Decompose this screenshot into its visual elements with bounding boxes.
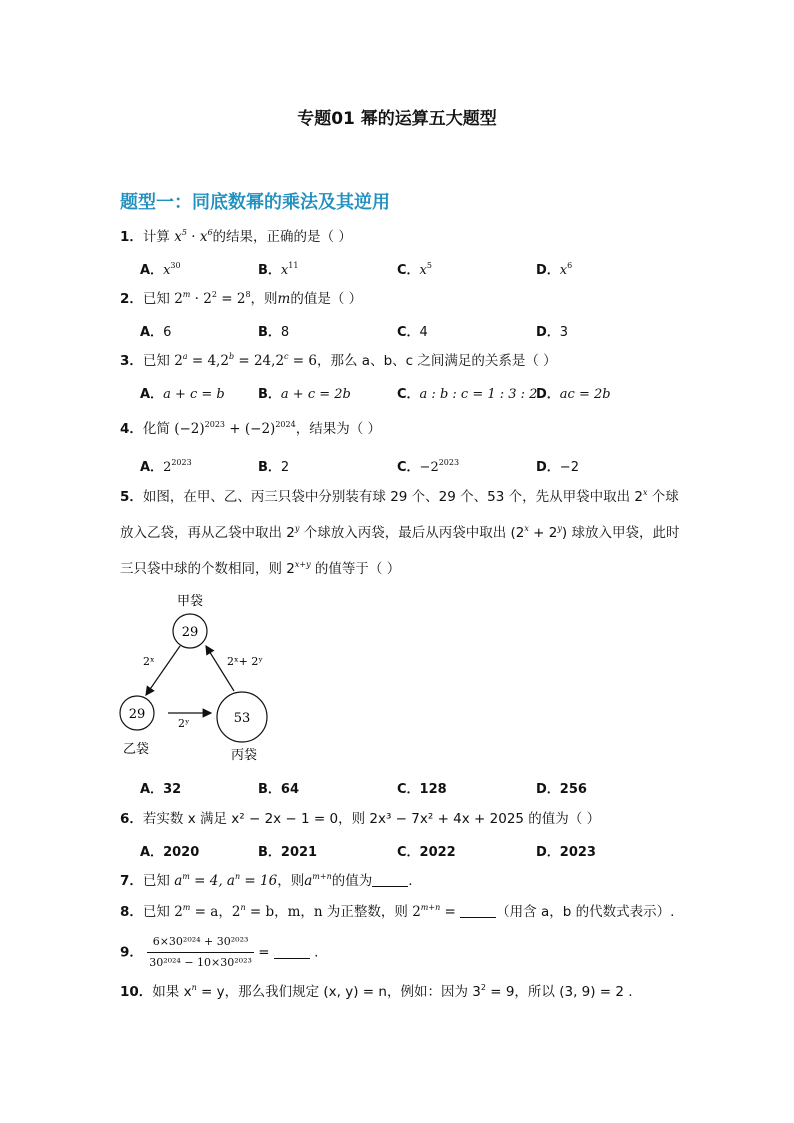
fraction: $\frac{\text{6×30²⁰²⁴ + 30²⁰²³}}{\text{30²⁰²⁴ − 10×30²⁰²³}}$ [147,932,254,973]
option-a[interactable]: A．32 [140,782,182,797]
answer-blank[interactable] [274,944,310,959]
arrow-yi-to-bing-label: 2ʸ [178,717,190,730]
answer-blank[interactable] [460,903,496,918]
option-a[interactable]: A．2020 [140,845,200,860]
option-a[interactable]: A．$2^{2023}$ [140,458,192,475]
option-b[interactable]: B．2021 [258,845,318,860]
option-b[interactable]: B．64 [258,782,300,797]
question-9: 9． $\frac{\text{6×30²⁰²⁴ + 30²⁰²³}}{\text{30²⁰²⁴ − 10×30²⁰²³}}$ = . [120,932,318,973]
yi-bag-label: 乙袋 [122,742,150,757]
option-d[interactable]: D．2023 [536,845,596,860]
question-2-options [140,321,700,341]
option-a[interactable]: A．$x^{30}$ [140,261,181,278]
yi-bag-count: 29 [128,707,146,722]
question-2: 2．已知 $2^m \cdot 2^2 = 2^8$，则m的值是（ ） [120,290,363,307]
option-a[interactable]: A．6 [140,325,172,340]
arrow-jia-to-yi-label: 2ˣ [143,655,155,668]
jia-bag-count: 29 [181,625,199,640]
question-4: 4．化简 $(-2)^{2023} + (-2)^{2024}$，结果为（ ） [120,420,381,437]
option-b[interactable]: B．$x^{11}$ [258,261,299,278]
option-b[interactable]: B．a + c = 2b [258,387,351,402]
page-title: 专题01 幂的运算五大题型 [297,109,497,129]
option-c[interactable]: C．a : b : c = 1 : 3 : 2 [397,387,538,402]
option-c[interactable]: C．128 [397,782,447,797]
question-1: 1．计算 $x^5 \cdot x^6$的结果，正确的是（ ） [120,228,352,245]
arrow-jia-to-yi [146,646,180,695]
bag-diagram [110,588,280,768]
question-3: 3．已知 $2^a = 4,2^b = 24,2^c = 6$，那么 a、b、c 之间满足的关系是（ ） [120,352,557,369]
question-8: 8．已知 $2^m = a$，$2^n = b$，m，n 为正整数，则 $2^{m+n}$ = （用含 a，b 的代数式表示）. [120,903,675,920]
jia-bag-label: 甲袋 [176,594,204,609]
question-5-options [140,778,700,798]
question-5-line-1: 5．如图，在甲、乙、丙三只袋中分别装有球 29 个、29 个、53 个，先从甲袋中取出 2$^x$ 个球 [120,488,679,505]
question-3-options [140,383,700,403]
option-c[interactable]: C．4 [397,325,428,340]
question-5-line-3: 三只袋中球的个数相同，则 $2^{x+y}$ 的值等于（ ） [120,560,401,577]
option-d[interactable]: D．−2 [536,460,579,475]
question-4-options [140,456,700,476]
option-d[interactable]: D．ac = 2b [536,387,611,402]
option-b[interactable]: B．8 [258,325,290,340]
option-a[interactable]: A．a + c = b [140,387,225,402]
bing-bag-label: 丙袋 [230,748,258,763]
option-c[interactable]: C．2022 [397,845,456,860]
arrow-bing-to-jia [206,646,234,691]
question-6: 6．若实数 x 满足 x² − 2x − 1 = 0，则 2x³ − 7x² + 4x + 2025 的值为（ ） [120,811,601,827]
question-5-line-2: 放入乙袋，再从乙袋中取出 2$^y$ 个球放入丙袋，最后从丙袋中取出 $(2^x + 2^y)$ 球放入甲袋，此时 [120,524,680,541]
answer-blank[interactable] [372,872,408,887]
option-c[interactable]: C．$x^5$ [397,261,432,278]
option-c[interactable]: C．$-2^{2023}$ [397,458,460,475]
question-1-options [140,259,700,279]
option-d[interactable]: D．$x^6$ [536,261,573,278]
arrow-bing-to-jia-label: 2ˣ+ 2ʸ [227,655,264,668]
bing-bag-count: 53 [233,711,251,726]
question-7: 7．已知 $a^m = 4$, $a^n = 16$，则$a^{m+n}$的值为 . [120,872,413,889]
option-d[interactable]: D．256 [536,782,587,797]
question-6-options [140,841,700,861]
section-heading: 题型一：同底数幂的乘法及其逆用 [120,192,390,213]
option-d[interactable]: D．3 [536,325,569,340]
option-b[interactable]: B．2 [258,460,290,475]
question-10: 10．如果 $x^n = y$，那么我们规定 (x, y) = n，例如：因为 $3^2 = 9$，所以 (3, 9) = 2 . [120,983,633,1000]
